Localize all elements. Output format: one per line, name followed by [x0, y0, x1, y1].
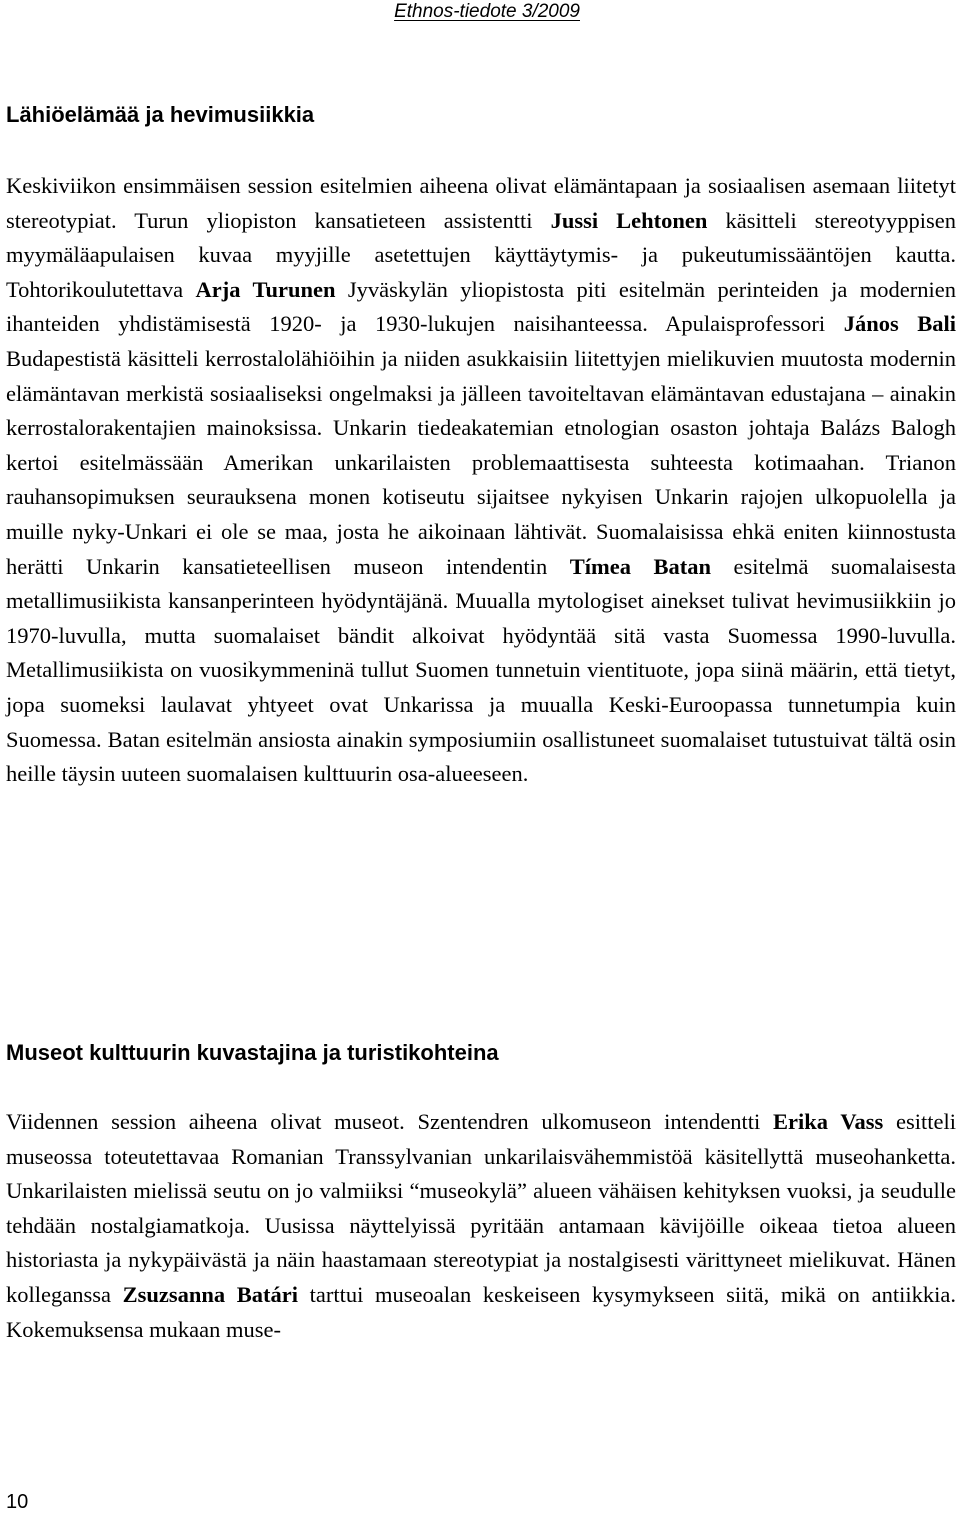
paragraph-text: tarttui museoalan keskeiseen kysymykseen siitä, mikä on antiikkia. Kokemuksensa mukaan muse-: [6, 1281, 956, 1342]
section-paragraph-museot: [6, 1105, 956, 1347]
person-name: János Bali: [843, 311, 956, 337]
person-name: Zsuzsanna Batári: [122, 1281, 299, 1307]
section-heading-lahioelamaa: Lähiöelämää ja hevimusiikkia: [6, 102, 315, 127]
person-name: Jussi Lehtonen: [550, 207, 708, 233]
paragraph-text: esitteli museossa toteutettavaa Romanian Transsylvanian unkarilaisvähemmistöä käsitellyttä museohanketta. Unkarilaisten mielissä seutu on jo valmiiksi “museokylä” alueen vähäisen kehityksen vuoksi, ja seudulle tehdään nostalgiamatkoja. Uusissa näyttelyissä pyritään antamaan kävijöille oikeaa tietoa alueen historiasta ja nykypäivästä ja näin haastamaan stereotypiat ja nostalgisesti värittyneet mielikuvat. Hänen kolleganssa: [6, 1109, 956, 1307]
paragraph-text: Budapestistä käsitteli kerrostalolähiöihin ja niiden asukkaisiin liitettyjen mielikuvien muutosta modernin elämäntavan merkistä sosiaaliseksi ongelmaksi ja jälleen tavoiteltavan elämäntavan edustajana – ainakin kerrostalorakentajien mainoksissa. Unkarin tiedeakatemian etnologian osaston johtaja Balázs Balogh kertoi esitelmässään Amerikan unkarilaisten problemaattisesta suhteesta kotimaahan. Trianon rauhansopimuksen seurauksena monen kotiseutu sijaitsee nykyisen Unkarin rajojen ulkopuolella ja muille nyky-Unkari ei ole se maa, josta he aikoinaan lähtivät. Suomalaisissa ehkä eniten kiinnostusta herätti Unkarin kansatieteellisen museon intendentin: [6, 345, 956, 579]
paragraph-text: esitelmä suomalaisesta metallimusiikista kansanperinteen hyödyntäjänä. Muualla mytologiset ainekset tulivat hevimusiikkiin jo 1970-luvulla, mutta suomalaiset bändit alkoivat hyödyntää sitä vasta Suomessa 1990-luvulla. Metallimusiikista on vuosikymmeninä tullut Suomen tunnetuin vientituote, jopa siinä määrin, että tietyt, jopa suomeksi laulavat yhtyeet ovat Unkarissa ja muualla Keski-Euroopassa tunnetumpia kuin Suomessa. Batan esitelmän ansiosta ainakin symposiumiin osallistuneet suomalaiset tutustuivat tältä osin heille täysin uuteen suomalaisen kulttuurin osa-alueeseen.: [6, 553, 956, 787]
page-number: 10: [6, 1491, 29, 1513]
person-name: Tímea Batan: [569, 553, 711, 579]
section-paragraph-lahioelamaa: [6, 169, 956, 792]
section-heading-museot: Museot kulttuurin kuvastajina ja turistikohteina: [6, 1040, 499, 1065]
paragraph-text: käsitteli stereotyyppisen myymäläapulaisen kuvaa myyjille asetettujen käyttäytymis- ja pukeutumissääntöjen kautta. Tohtorikoulutettava: [6, 207, 956, 302]
person-name: Arja Turunen: [195, 276, 336, 302]
paragraph-text: Viidennen session aiheena olivat museot. Szentendren ulkomuseon intendentti: [6, 1109, 774, 1134]
person-name: Erika Vass: [773, 1109, 884, 1134]
running-header: Ethnos-tiedote 3/2009: [394, 1, 580, 22]
paragraph-text: Jyväskylän yliopistosta piti esitelmän perinteiden ja modernien ihanteiden yhdistämisestä 1920- ja 1930-lukujen naisihanteessa. Apulaisprofessori: [6, 276, 956, 337]
paragraph-text: Keskiviikon ensimmäisen session esitelmien aiheena olivat elämäntapaan ja sosiaalisen asemaan liitetyt stereotypiat. Turun yliopiston kansatieteen assistentti: [6, 173, 956, 233]
